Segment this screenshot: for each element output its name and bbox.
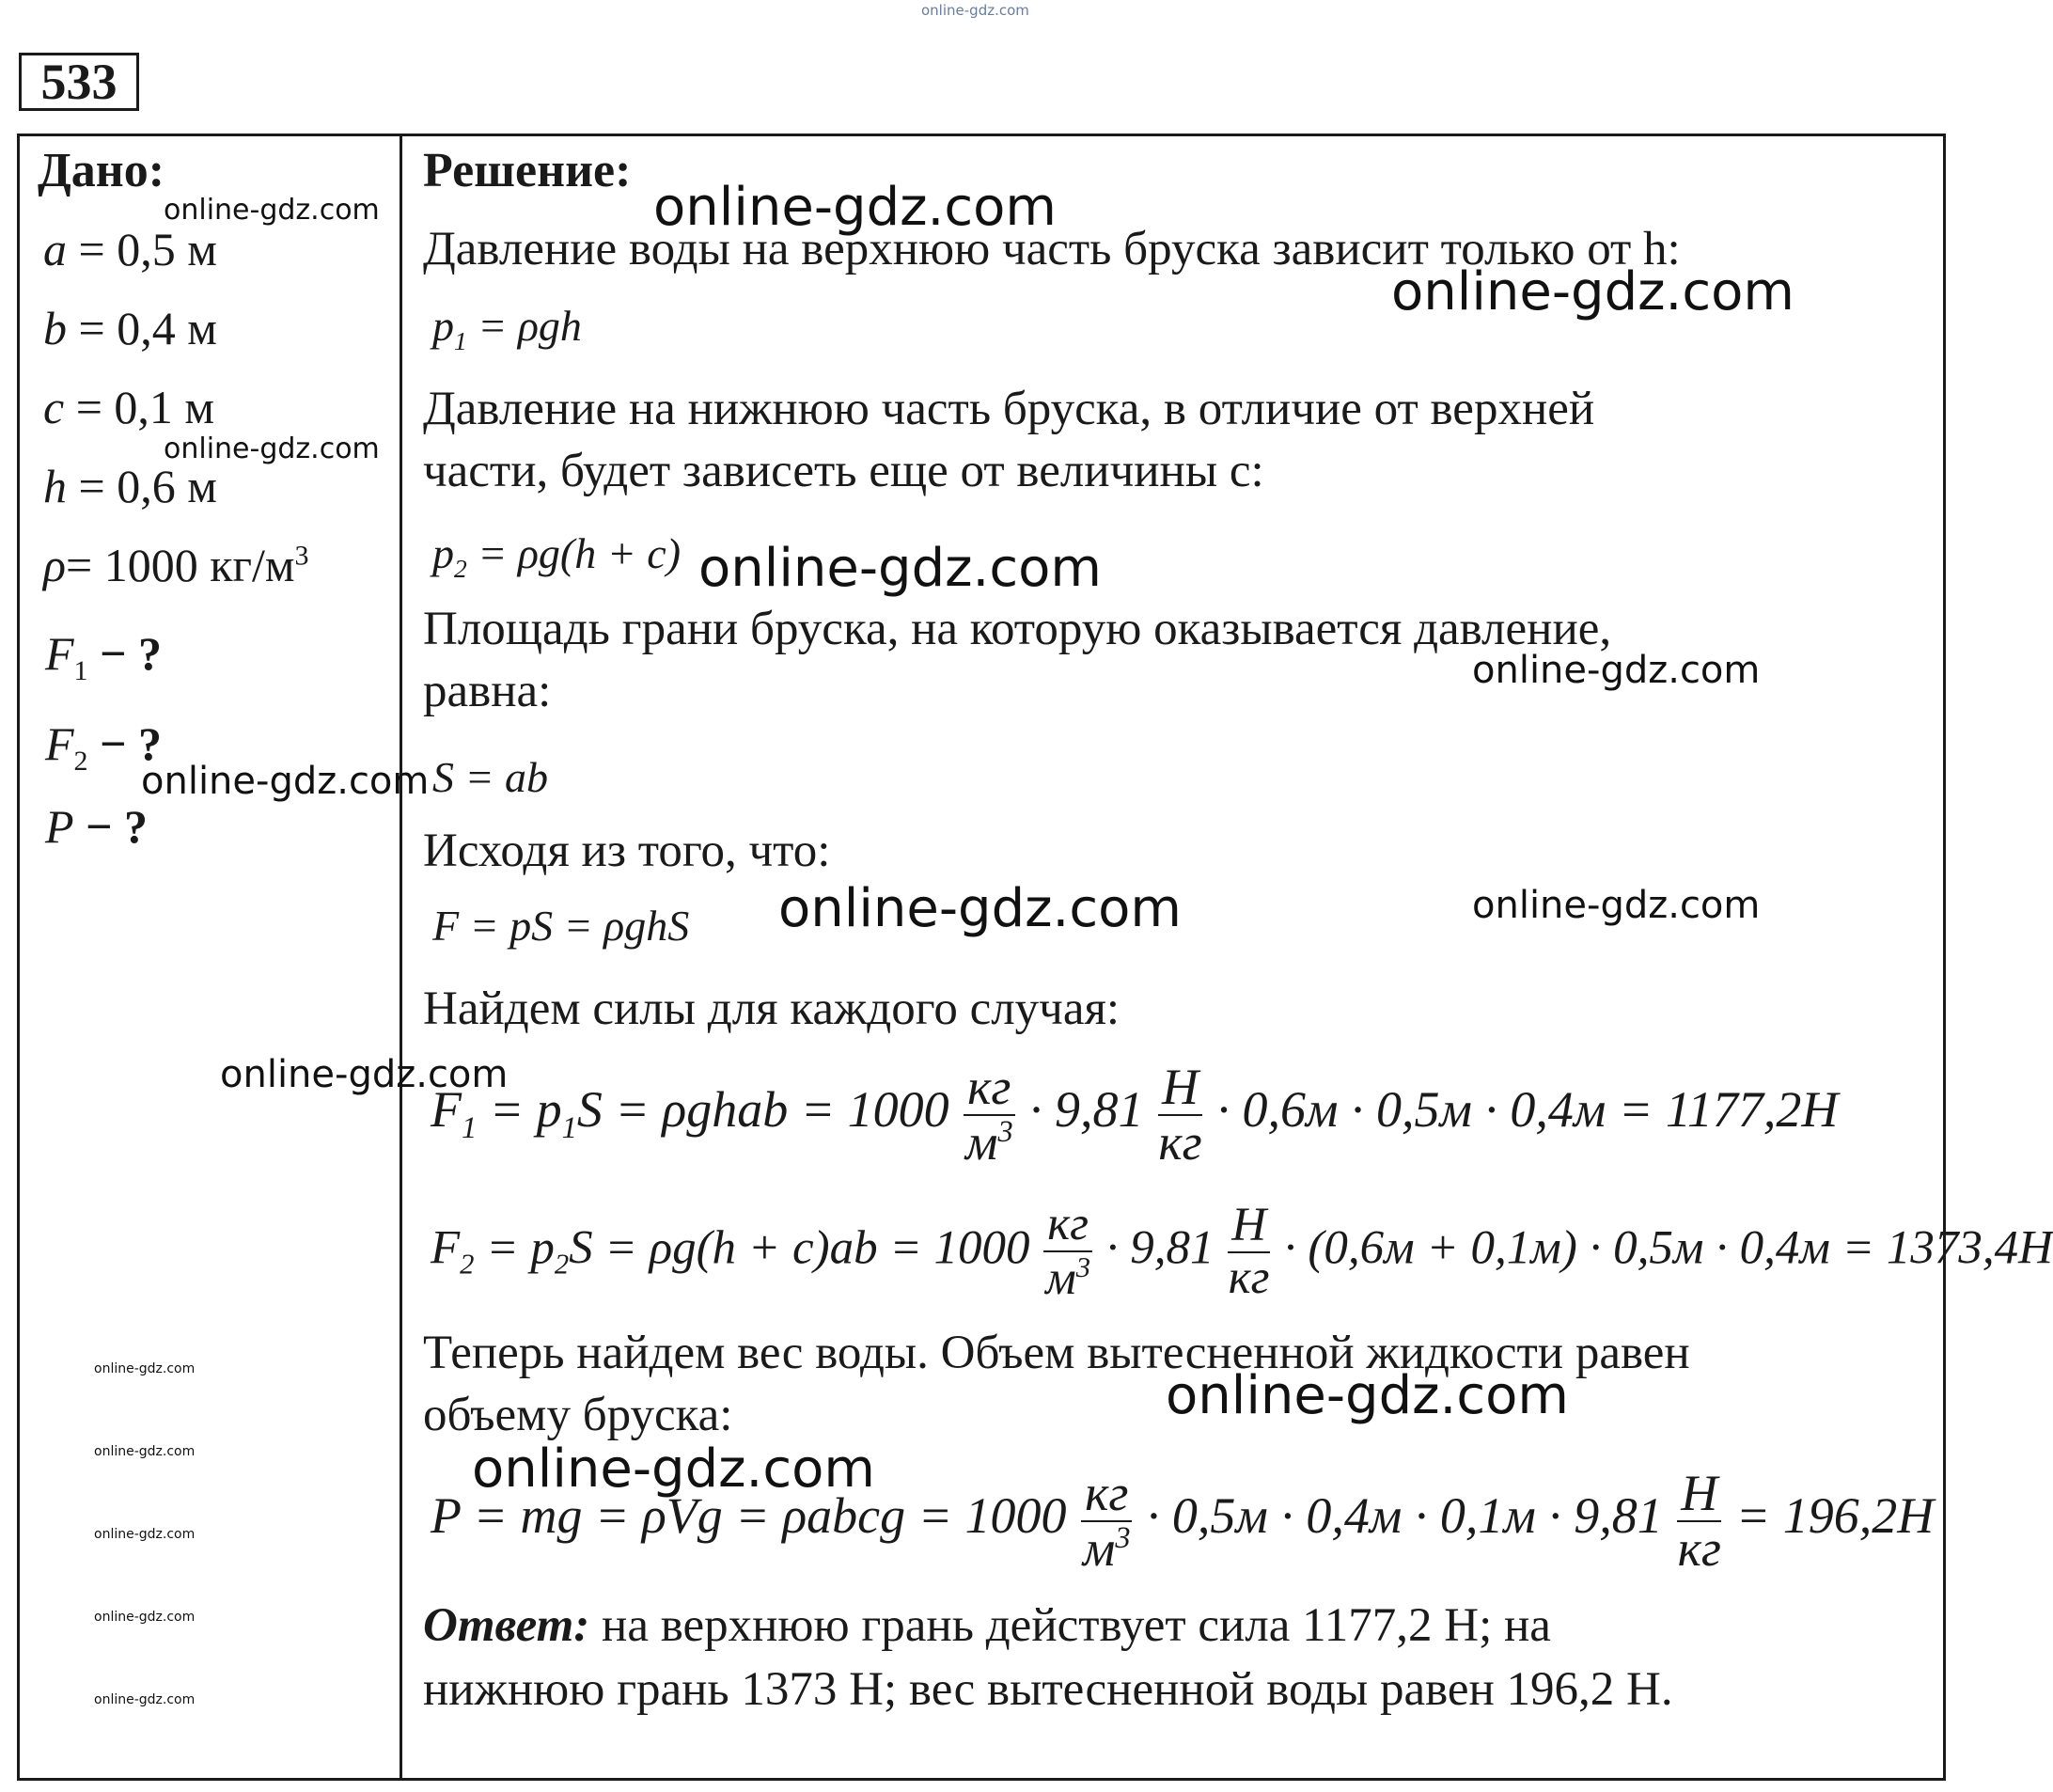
watermark: online-gdz.com [220, 1053, 509, 1096]
problem-number: 533 [19, 53, 139, 111]
solution-text-p3-line1: Площадь грани бруска, на которую оказывается давление, [423, 603, 1612, 655]
watermark: online-gdz.com [94, 1361, 196, 1376]
solution-text-p5: Найдем силы для каждого случая: [423, 982, 1121, 1035]
unknown-p [45, 799, 148, 854]
answer-text: на верхнюю грань действует сила 1177,2 Н; на [602, 1599, 1551, 1652]
solution-text-p6-line1: Теперь найдем вес воды. Объем вытесненной жидкости равен [423, 1327, 1690, 1379]
solution-text-p2-line1: Давление на нижнюю часть бруска, в отличие от верхней [423, 383, 1595, 435]
given-value: = 0,1 м [75, 381, 215, 433]
unit-fraction: $\frac{Н}{кг}$ [1677, 1465, 1721, 1577]
watermark-top: online-gdz.com [921, 2, 1029, 19]
unit-fraction: $\frac{кг}{м^3}$ [965, 1059, 1013, 1171]
solution-text-p2-line2: части, будет зависеть еще от величины с: [423, 445, 1264, 497]
unit-fraction: $\frac{кг}{м^3}$ [1082, 1465, 1131, 1577]
watermark: online-gdz.com [141, 760, 430, 803]
watermark: online-gdz.com [653, 177, 1057, 238]
answer-line1 [423, 1598, 1551, 1653]
formula-weight: P = mg = ρVg = ρabcg = 1000 $\frac{кг}{м^3}$ · 0,5м · 0,4м · 0,1м · 9,81 $\frac{Н}{кг}$ = 196,2Н [431, 1465, 1935, 1577]
given-var: a [43, 223, 67, 275]
given-value: = 1000 кг/м [66, 539, 295, 591]
watermark: online-gdz.com [164, 432, 380, 465]
solution-text-p4: Исходя из того, что: [423, 825, 831, 877]
given-var: c [43, 381, 65, 433]
unknown-f1 [45, 626, 162, 687]
formula-s: S = ab [432, 753, 549, 801]
given-var: ρ [43, 539, 66, 591]
watermark: online-gdz.com [1472, 884, 1761, 927]
given-row-rho [43, 538, 309, 592]
watermark: online-gdz.com [94, 1444, 196, 1459]
watermark: online-gdz.com [778, 878, 1182, 939]
given-sup: 3 [294, 540, 309, 572]
given-row-h [43, 459, 217, 513]
answer-label: Ответ: [423, 1599, 590, 1652]
given-var: b [43, 302, 67, 354]
unknown-var: P [45, 800, 74, 853]
unknown-sub: 1 [73, 655, 88, 686]
given-value: = 0,4 м [78, 302, 217, 354]
watermark: online-gdz.com [472, 1438, 875, 1500]
unknown-var: F [45, 717, 74, 770]
unknown-var: F [45, 627, 74, 680]
unknown-q: − ? [86, 800, 149, 853]
unknown-sub: 2 [73, 746, 88, 777]
watermark: online-gdz.com [94, 1692, 196, 1707]
formula-f: F = pS = ρghS [432, 902, 690, 950]
given-row-a [43, 222, 217, 276]
given-row-c [43, 380, 214, 434]
given-row-b [43, 301, 217, 355]
unknown-q: − ? [100, 627, 163, 680]
watermark: online-gdz.com [698, 538, 1102, 599]
formula-f1: $F_1 = p_1S$ = ρghab = 1000 $\frac{кг}{м^3}$ · 9,81 $\frac{Н}{кг}$ · 0,6м · 0,5м · 0,4м = 1177,2Н [431, 1059, 1839, 1171]
given-value: = 0,5 м [78, 223, 217, 275]
unit-fraction: $\frac{кг}{м^3}$ [1045, 1198, 1091, 1305]
column-divider [400, 134, 402, 1781]
watermark: online-gdz.com [1391, 261, 1794, 322]
watermark: online-gdz.com [94, 1527, 196, 1542]
watermark: online-gdz.com [1166, 1365, 1569, 1426]
given-header: Дано: [38, 144, 165, 197]
solution-text-p1: Давление воды на верхнюю часть бруска зависит только от h: [423, 223, 1681, 275]
watermark: online-gdz.com [1472, 649, 1761, 692]
unit-fraction: $\frac{Н}{кг}$ [1228, 1199, 1270, 1304]
unknown-q: − ? [100, 717, 163, 770]
answer-line2: нижнюю грань 1373 Н; вес вытесненной воды равен 196,2 Н. [423, 1663, 1673, 1716]
watermark: online-gdz.com [94, 1610, 196, 1625]
given-value: = 0,6 м [78, 460, 217, 512]
formula-f2: $F_2 = p_2S = \rho g(h + c)ab = 1000$ $\frac{кг}{м^3}$ · 9,81 $\frac{Н}{кг}$ · (0,6м + 0,1м) · 0,5м · 0,4м = 1373,4Н [431, 1198, 2053, 1305]
solution-header: Решение: [423, 144, 632, 197]
formula-p2: $p_2 = \rho g(h + c)$ [432, 529, 682, 584]
solution-text-p3-line2: равна: [423, 665, 552, 717]
solution-text-p6-line2: объему бруска: [423, 1389, 733, 1441]
given-var: h [43, 460, 67, 512]
unit-fraction: $\frac{Н}{кг}$ [1158, 1059, 1202, 1171]
formula-p1: $p_1 = \rho gh$ [432, 302, 582, 356]
watermark: online-gdz.com [164, 194, 380, 227]
